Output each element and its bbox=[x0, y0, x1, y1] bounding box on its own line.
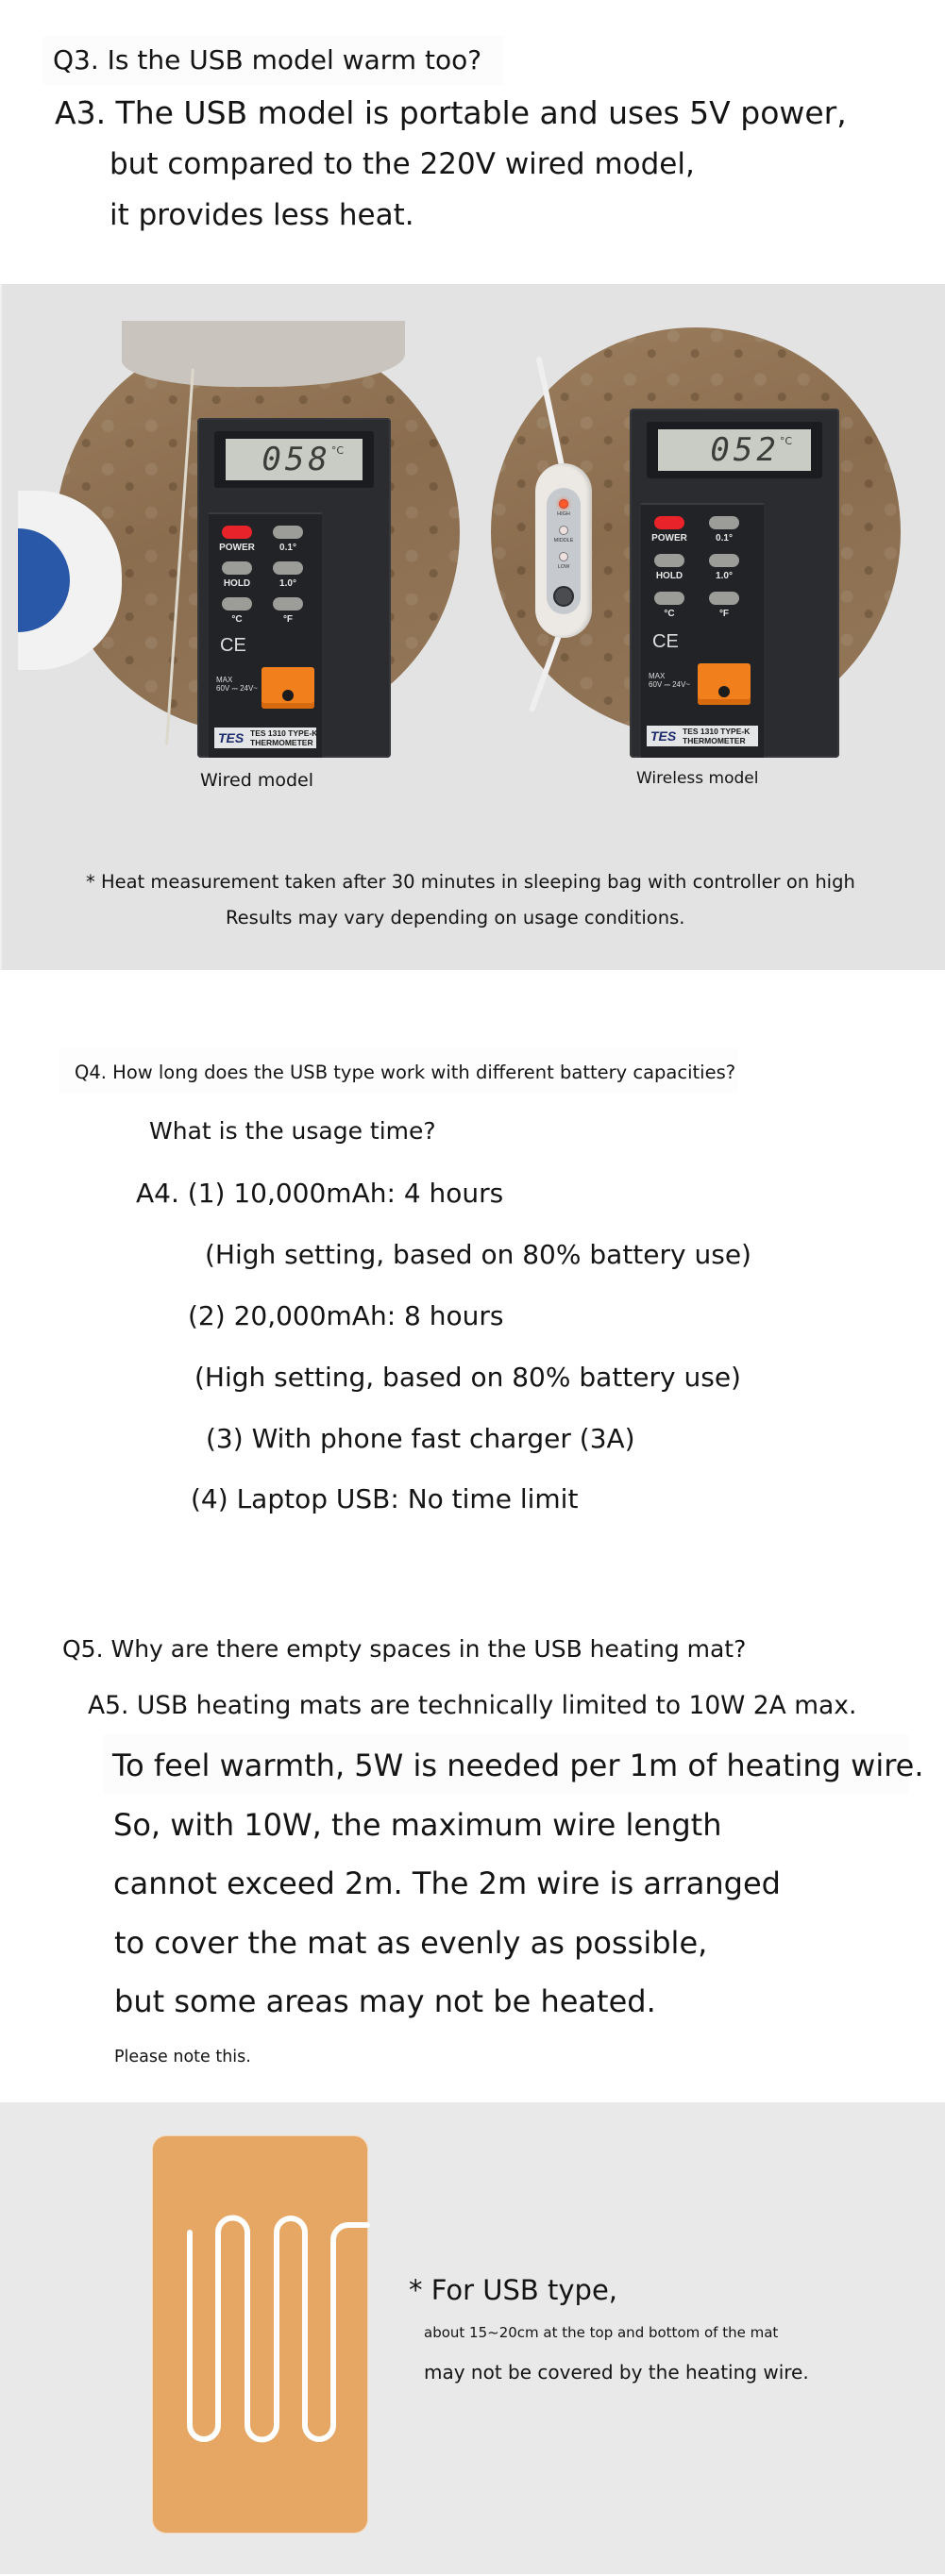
wireless-model-photo bbox=[491, 327, 901, 745]
controller-cord bbox=[529, 631, 563, 713]
a3-answer-line: it provides less heat. bbox=[110, 198, 414, 232]
resolution-01-key bbox=[273, 526, 303, 539]
power-key bbox=[222, 526, 252, 539]
measurement-disclaimer: Results may vary depending on usage conditions. bbox=[226, 907, 685, 928]
fahrenheit-key bbox=[273, 597, 303, 611]
wired-model-photo bbox=[56, 330, 460, 747]
q4-subquestion: What is the usage time? bbox=[149, 1117, 436, 1145]
a5-answer-line: to cover the mat as evenly as possible, bbox=[114, 1925, 708, 1961]
a4-answer-line: (2) 20,000mAh: 8 hours bbox=[188, 1300, 504, 1331]
low-led-icon bbox=[559, 552, 568, 561]
q5-question: Q5. Why are there empty spaces in the USB heating mat? bbox=[62, 1635, 747, 1663]
probe-jack bbox=[262, 667, 314, 709]
resolution-01-key bbox=[709, 516, 739, 529]
a4-answer-line: (High setting, based on 80% battery use) bbox=[205, 1239, 751, 1270]
hold-key bbox=[654, 554, 684, 567]
thermometer-keypad: POWER 0.1° HOLD 1.0° °C °F CE MAX 60V ⎓ 24V~ TES TES 1310 TYPE-K THERMOMETER bbox=[209, 512, 322, 758]
middle-led-icon bbox=[559, 526, 568, 535]
q4-question: Q4. How long does the USB type work with different battery capacities? bbox=[75, 1062, 736, 1083]
resolution-10-key bbox=[273, 561, 303, 575]
a5-answer-line: A5. USB heating mats are technically limited to 10W 2A max. bbox=[88, 1691, 857, 1720]
a5-answer-line: So, with 10W, the maximum wire length bbox=[113, 1807, 722, 1843]
max-rating-label: MAX 60V ⎓ 24V~ bbox=[216, 676, 258, 693]
a4-answer-line: (3) With phone fast charger (3A) bbox=[206, 1423, 635, 1454]
a3-answer-line: A3. The USB model is portable and uses 5V power, bbox=[55, 94, 847, 131]
thermometer bbox=[630, 409, 839, 758]
brand-plate: TES TES 1310 TYPE-K THERMOMETER bbox=[647, 726, 758, 746]
max-rating-label: MAX 60V ⎓ 24V~ bbox=[649, 672, 690, 689]
resolution-10-key bbox=[709, 554, 739, 567]
lcd-display: 052 °C bbox=[658, 429, 811, 471]
a3-answer-line: but compared to the 220V wired model, bbox=[110, 147, 695, 181]
wired-controller-plug bbox=[18, 491, 122, 670]
tes-logo: TES bbox=[218, 730, 245, 745]
temperature-reading: 052 bbox=[710, 431, 780, 469]
wired-model-caption: Wired model bbox=[200, 770, 313, 791]
wireless-model-caption: Wireless model bbox=[636, 769, 759, 788]
controller-cord bbox=[536, 357, 565, 469]
high-led-icon bbox=[559, 499, 568, 509]
heating-mat-illustration bbox=[153, 2136, 367, 2533]
probe-jack bbox=[698, 663, 751, 705]
temperature-reading: 058 bbox=[262, 441, 331, 478]
a4-answer-line: A4. (1) 10,000mAh: 4 hours bbox=[136, 1178, 504, 1209]
measurement-note: * Heat measurement taken after 30 minutes in sleeping bag with controller on high bbox=[86, 871, 855, 893]
thermometer bbox=[197, 418, 391, 758]
blanket-edge bbox=[122, 321, 405, 387]
fahrenheit-key bbox=[709, 592, 739, 605]
a5-answer-line: To feel warmth, 5W is needed per 1m of heating wire. bbox=[112, 1748, 924, 1783]
mat-diagram-section bbox=[0, 2102, 945, 2574]
usb-note-detail: about 15~20cm at the top and bottom of the mat bbox=[424, 2324, 779, 2341]
tes-logo: TES bbox=[650, 728, 677, 744]
heating-wire-icon bbox=[153, 2136, 367, 2533]
hold-key bbox=[222, 561, 252, 575]
ce-mark-icon: CE bbox=[652, 631, 679, 652]
lcd-display: 058 °C bbox=[226, 439, 363, 480]
brand-plate: TES TES 1310 TYPE-K THERMOMETER bbox=[214, 728, 316, 748]
usb-note-detail: may not be covered by the heating wire. bbox=[424, 2361, 809, 2384]
a4-answer-line: (High setting, based on 80% battery use) bbox=[194, 1362, 741, 1393]
usb-note-heading: * For USB type, bbox=[409, 2274, 617, 2306]
a5-answer-line: but some areas may not be heated. bbox=[114, 1983, 656, 2019]
power-key bbox=[654, 516, 684, 529]
heating-wire bbox=[190, 2218, 367, 2440]
a4-answer-line: (4) Laptop USB: No time limit bbox=[191, 1483, 579, 1514]
controller-power-button-icon bbox=[553, 586, 574, 607]
ce-mark-icon: CE bbox=[220, 635, 246, 656]
celsius-key bbox=[222, 597, 252, 611]
probe-wire bbox=[165, 368, 194, 744]
temperature-comparison-section bbox=[0, 284, 945, 970]
a5-note: Please note this. bbox=[114, 2048, 251, 2066]
a5-answer-line: cannot exceed 2m. The 2m wire is arranged bbox=[113, 1865, 781, 1901]
q3-question: Q3. Is the USB model warm too? bbox=[53, 44, 482, 75]
heat-controller: HIGH MIDDLE LOW bbox=[535, 463, 592, 638]
celsius-key bbox=[654, 592, 684, 605]
thermometer-keypad: POWER 0.1° HOLD 1.0° °C °F CE MAX 60V ⎓ 24V~ TES TES 1310 TYPE-K THERMOMETER bbox=[641, 503, 764, 758]
